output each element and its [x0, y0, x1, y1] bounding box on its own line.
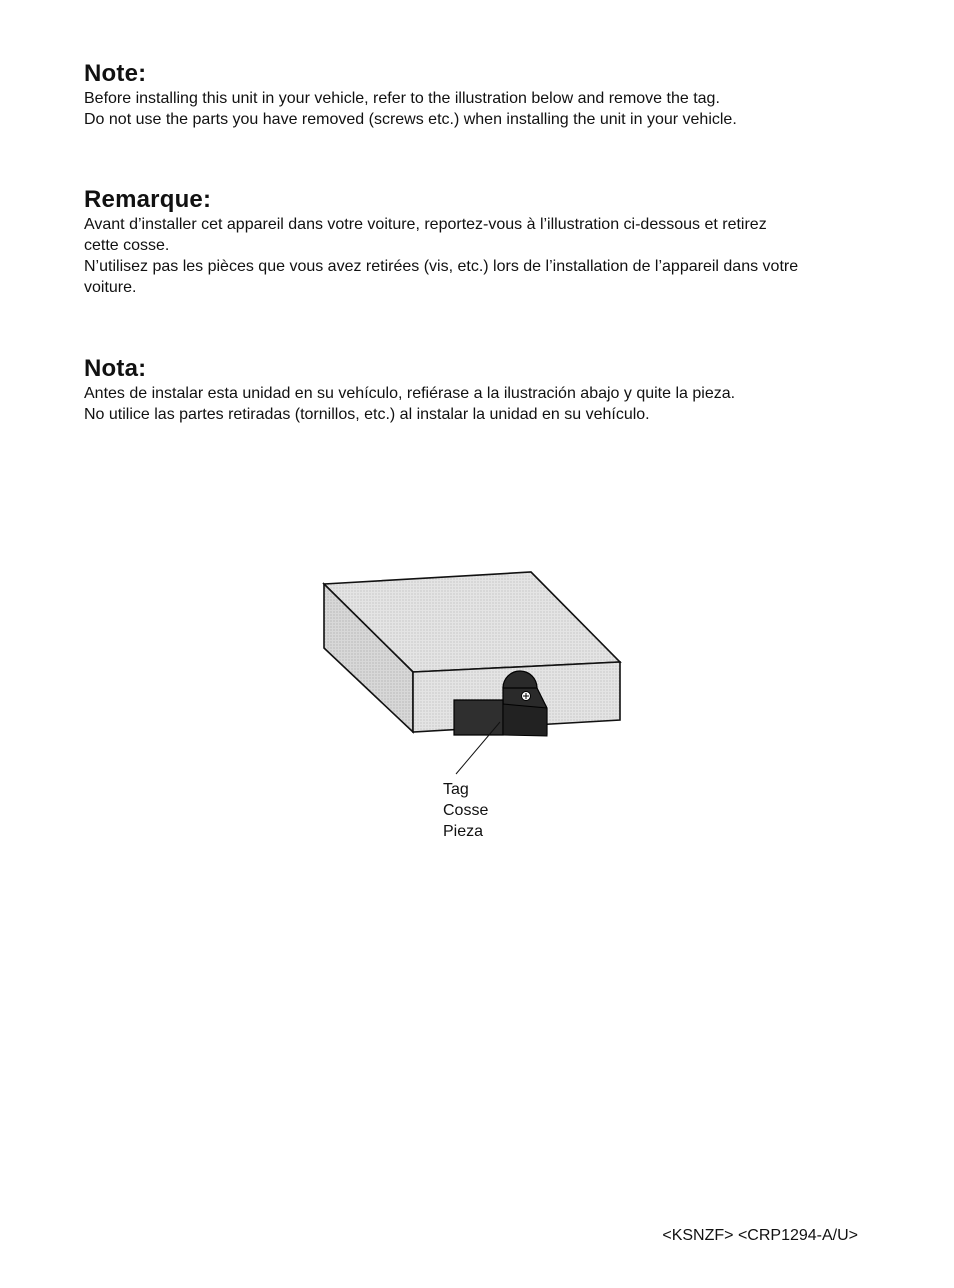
unit-with-tag-illustration	[300, 560, 640, 780]
remarque-line: cette cosse.	[84, 237, 170, 254]
nota-heading: Nota:	[84, 355, 147, 382]
note-line: Before installing this unit in your vehicle, refer to the illustration below and remove the tag.	[84, 90, 720, 107]
note-section-spanish	[84, 355, 874, 425]
note-line: Do not use the parts you have removed (screws etc.) when installing the unit in your vehicle.	[84, 111, 737, 128]
remarque-line: N’utilisez pas les pièces que vous avez retirées (vis, etc.) lors de l’installation de l’appareil dans votre	[84, 258, 799, 275]
note-heading: Note:	[84, 60, 147, 87]
note-section-english	[84, 60, 874, 130]
remarque-line: Avant d’installer cet appareil dans votre voiture, reportez-vous à l’illustration ci-dessous et retirez	[84, 216, 767, 233]
tag-label-english: Tag	[443, 781, 469, 798]
note-section-french	[84, 186, 874, 298]
remarque-heading: Remarque:	[84, 186, 212, 213]
nota-line: No utilice las partes retiradas (tornillos, etc.) al instalar la unidad en su vehículo.	[84, 406, 650, 423]
tag-caption	[443, 779, 488, 842]
tag-label-french: Cosse	[443, 802, 489, 819]
nota-line: Antes de instalar esta unidad en su vehículo, refiérase a la ilustración abajo y quite la pieza.	[84, 385, 736, 402]
document-code: <KSNZF> <CRP1294-A/U>	[662, 1227, 858, 1244]
remarque-line: voiture.	[84, 279, 137, 296]
tag-label-spanish: Pieza	[443, 823, 484, 840]
